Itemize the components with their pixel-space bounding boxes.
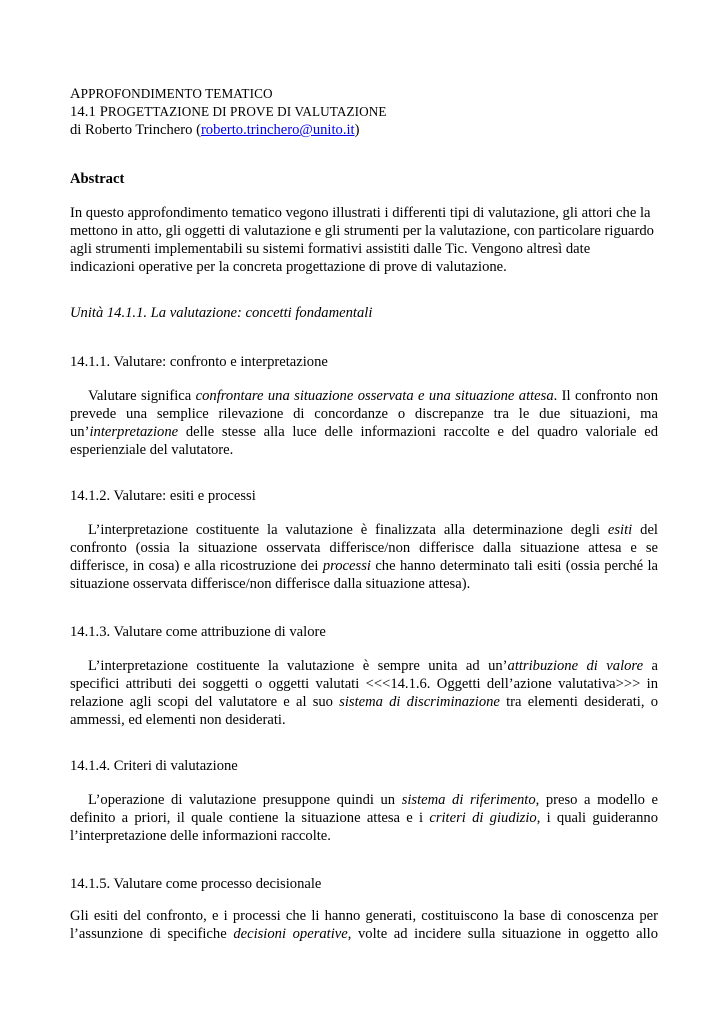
section-heading-14-1-5: 14.1.5. Valutare come processo decisionale [70,876,322,892]
abstract-heading: Abstract [70,171,125,187]
unit-title: Unità 14.1.1. La valutazione: concetti fondamentali [70,305,373,321]
section-heading-14-1-2: 14.1.2. Valutare: esiti e processi [70,488,256,504]
abstract-line: In questo approfondimento tematico vegono illustrati i differenti tipi di valutazione, gli attori che la [70,205,651,221]
abstract-line: mettono in atto, gli oggetti di valutazione e gli strumenti per la valutazione, con particolare riguardo [70,223,654,239]
topic-label: APPROFONDIMENTO TEMATICO [70,86,273,102]
author-email-link[interactable]: roberto.trinchero@unito.it [200,122,355,138]
author-line: di Roberto Trinchero (roberto.trinchero@unito.it) [70,122,360,138]
section-heading-14-1-3: 14.1.3. Valutare come attribuzione di valore [70,624,326,640]
section-heading-14-1-4: 14.1.4. Criteri di valutazione [70,758,238,774]
paragraph-14-1-1: Valutare significa confrontare una situazione osservata e una situazione attesa. Il confronto non prevede una semplice rilevazione di concordanze o discrepanze tra le due situazioni, ma un’interpretazione delle stesse alla luce delle informazioni raccolte e del quadro valoriale ed esperienziale del valutatore. [70,388,658,458]
abstract-body [70,204,658,276]
section-title: 14.1 PROGETTAZIONE DI PROVE DI VALUTAZIONE [70,104,387,120]
section-heading-14-1-1: 14.1.1. Valutare: confronto e interpretazione [70,354,328,370]
abstract-line: indicazioni operative per la concreta progettazione di prove di valutazione. [70,259,507,275]
paragraph-14-1-3: L’interpretazione costituente la valutazione è sempre unita ad un’attribuzione di valore a specifici attributi dei soggetti o oggetti valutati <<<14.1.6. Oggetti dell’azione valutativa>>> in relazione agli scopi del valutatore e al suo sistema di discriminazione tra elementi desiderati, o ammessi, ed elementi non desiderati. [70,658,659,728]
paragraph-14-1-2: L’interpretazione costituente la valutazione è finalizzata alla determinazione degli esiti del confronto (ossia la situazione osservata differisce/non differisce dalla situazione attesa e se differisce, in cosa) e alla ricostruzione dei processi che hanno determinato tali esiti (ossia perché la situazione osservata differisce/non differisce dalla situazione attesa). [70,522,658,592]
line: prevede una semplice rilevazione di concordanze o discrepanze tra le due situazioni, ma [70,406,658,422]
abstract-line: agli strumenti implementabili su sistemi formativi assistiti dalle Tic. Vengono altresì date [70,241,591,257]
paragraph-14-1-5: Gli esiti del confronto, e i processi che li hanno generati, costituiscono la base di conoscenza per l’assunzione di specifiche decisioni operative, volte ad incidere sulla situazione in oggetto allo [70,908,658,942]
paragraph-14-1-4: L’operazione di valutazione presuppone quindi un sistema di riferimento, preso a modello e definito a priori, il quale contiene la situazione attesa e i criteri di giudizio, i quali guideranno l’interpretazione delle informazioni raccolte. [70,792,659,844]
